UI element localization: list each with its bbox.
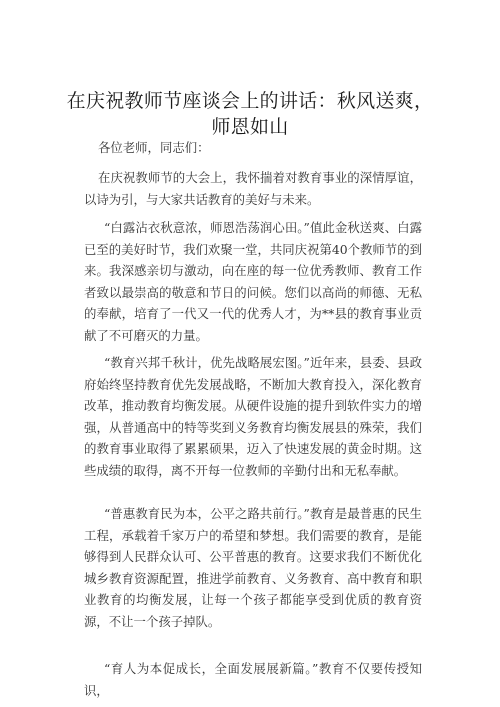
document-title: 在庆祝教师节座谈会上的讲话：秋风送爽，师恩如山 [66, 90, 434, 138]
paragraph-holistic-development: “育人为本促成长，全面发展展新篇。”教育不仅要传授知识， [84, 661, 422, 698]
paragraph-celebration: “白露沾衣秋意浓，师恩浩荡润心田。”值此金秋送爽、白露已至的美好时节，我们欢聚一堂，共同庆祝第40个教师节的到来。我深感亲切与激动，向在座的每一位优秀教师、教育工作者致以最崇高的敬意和节日的问候。您们以高尚的师德、无私的奉献，培育了一代又一代的优秀人才，为**县的教育事业贡献了不可磨灭的力量。 [84, 220, 422, 343]
paragraph-intro: 在庆祝教师节的大会上，我怀揣着对教育事业的深情厚谊，以诗为引，与大家共话教育的美好与未来。 [84, 170, 422, 207]
paragraph-education-priority: “教育兴邦千秋计，优先战略展宏图。”近年来，县委、县政府始终坚持教育优先发展战略，不断加大教育投入，深化教育改革，推动教育均衡发展。从硬件设施的提升到软件实力的增强，从普通高中的特等奖到义务教育均衡发展县的殊荣，我们的教育事业取得了累累硕果，迈入了快速发展的黄金时期。这些成绩的取得，离不开每一位教师的辛勤付出和无私奉献。 [84, 355, 422, 478]
salutation: 各位老师，同志们： [98, 140, 210, 155]
paragraph-inclusive-education: “普惠教育民为本，公平之路共前行。”教育是最普惠的民生工程，承载着千家万户的希望和梦想。我们需要的教育，是能够得到人民群众认可、公平普惠的教育。这要求我们不断优化城乡教育资源配置，推进学前教育、义务教育、高中教育和职业教育的均衡发展，让每一个孩子都能享受到优质的教育资源，不让一个孩子掉队。 [84, 506, 422, 629]
